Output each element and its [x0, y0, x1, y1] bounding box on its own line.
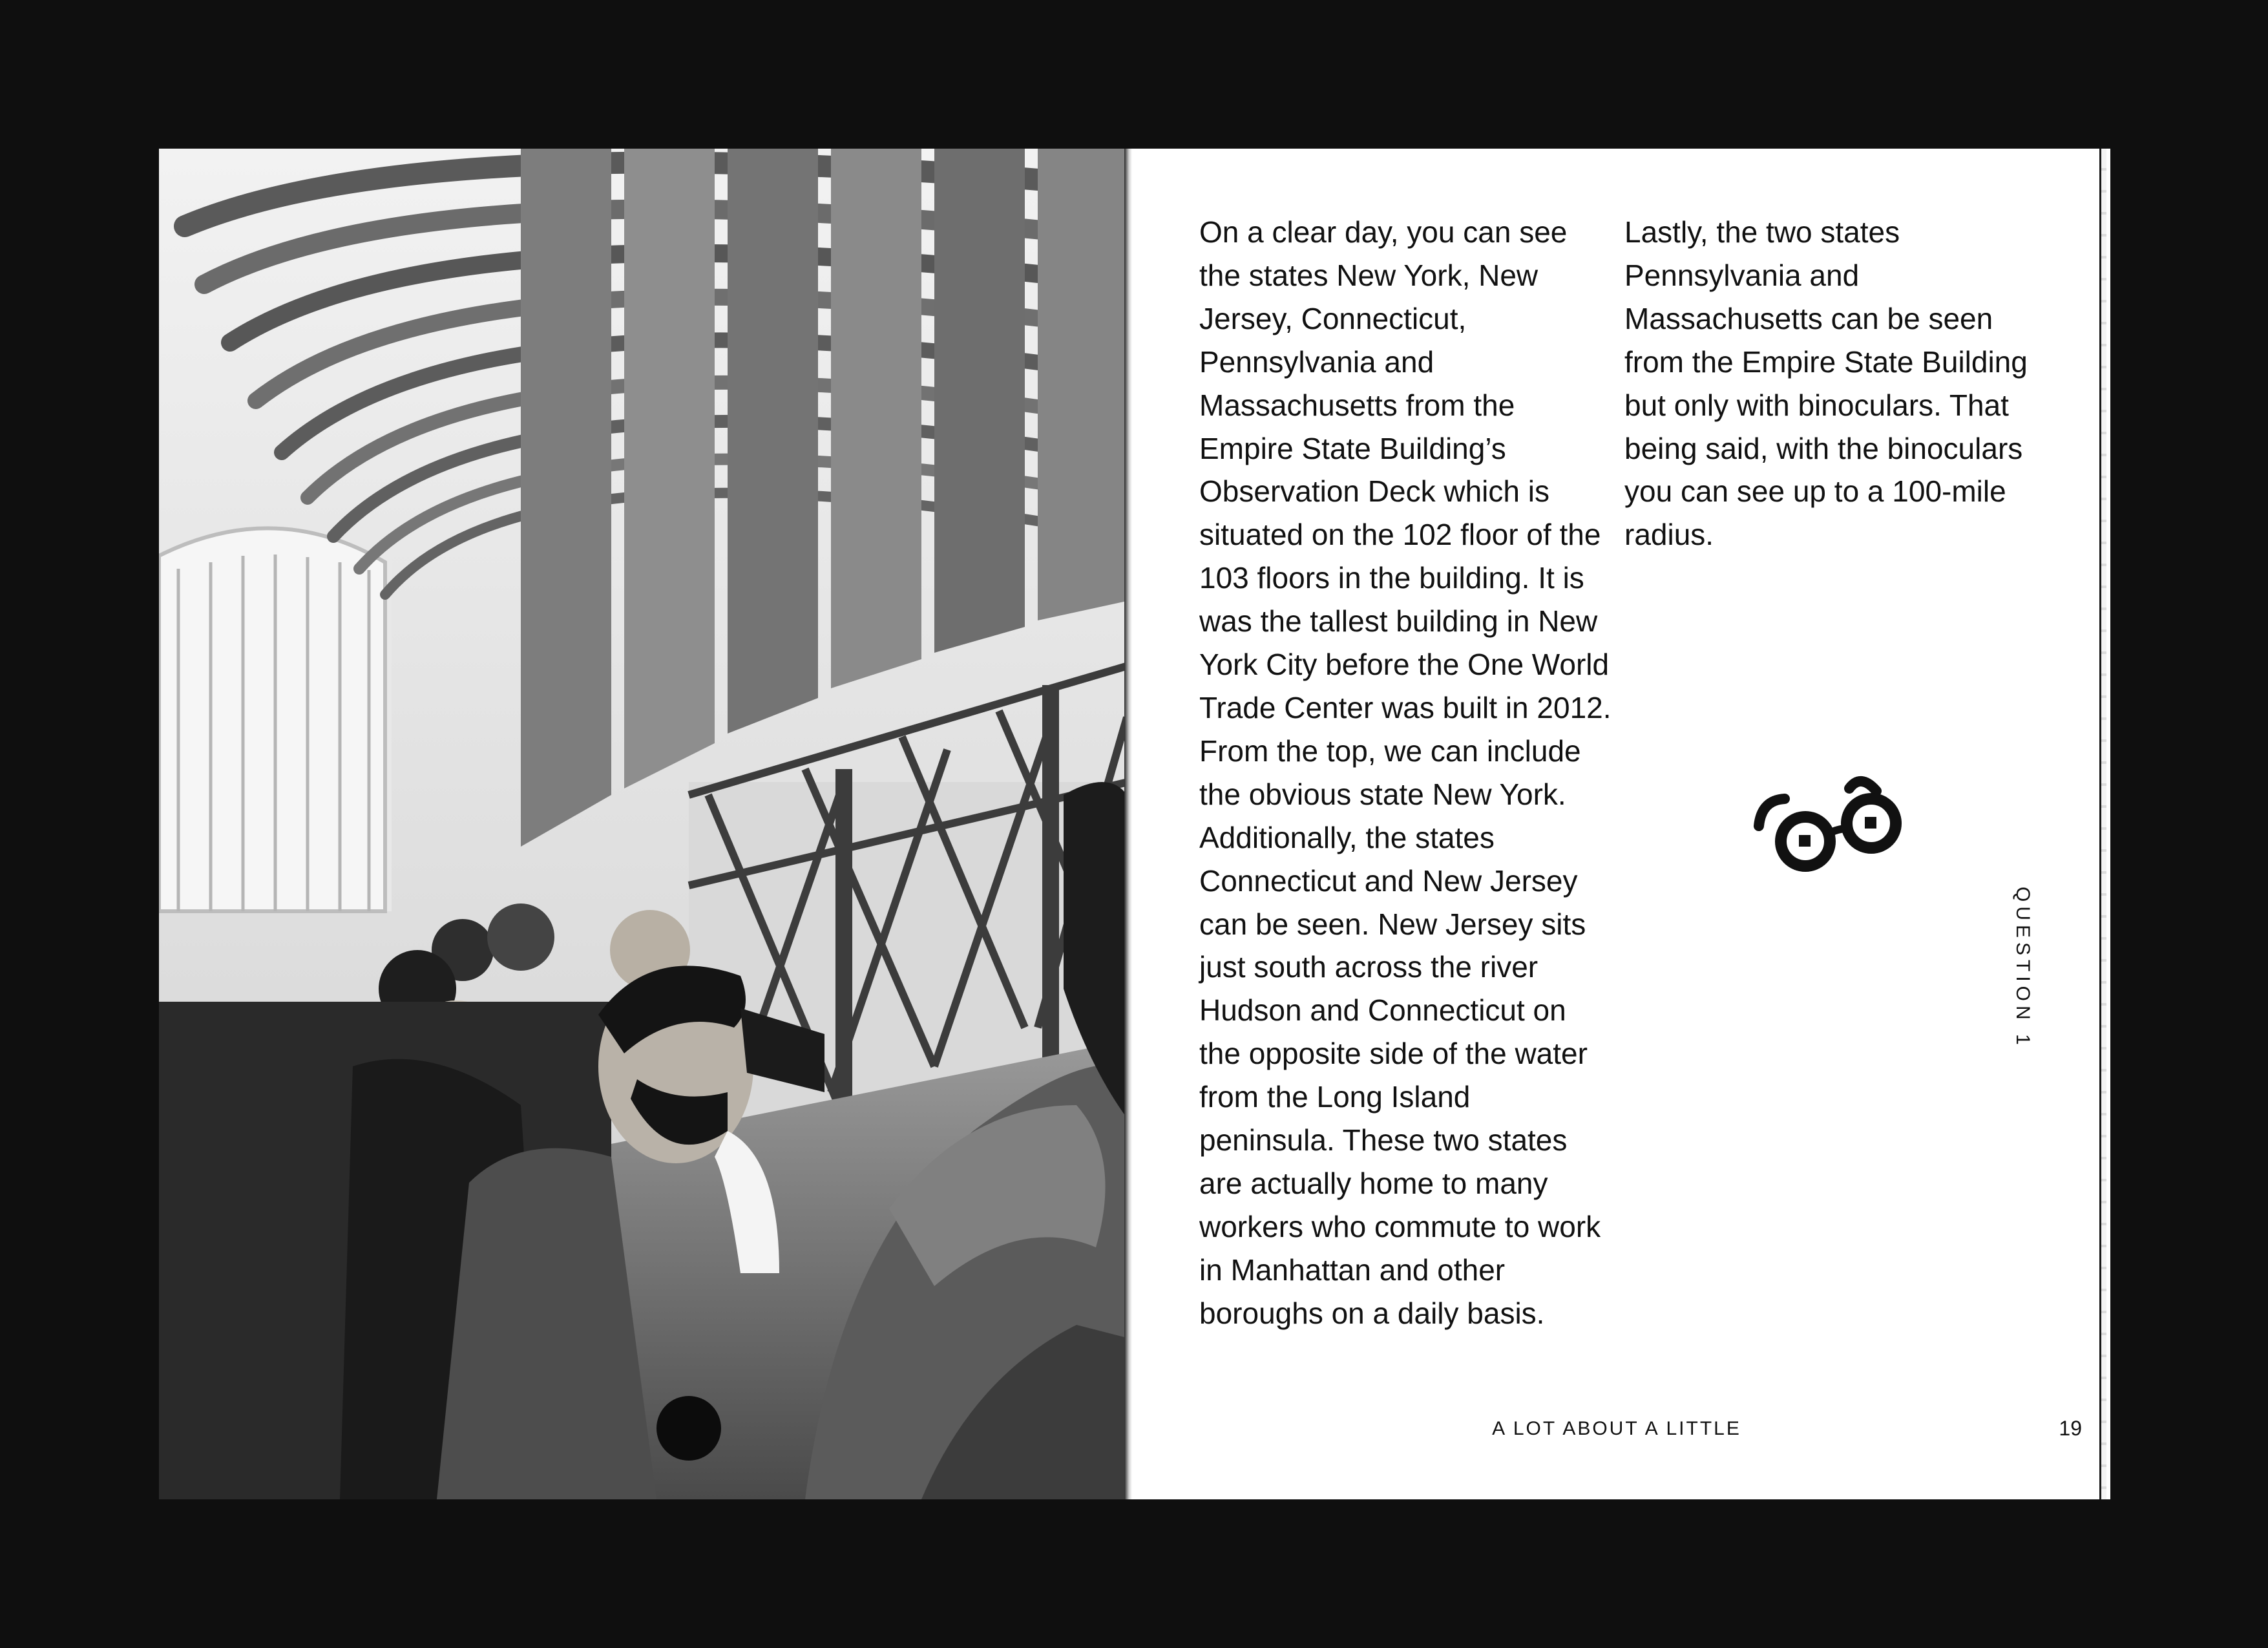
left-page-photo — [159, 149, 1127, 1499]
right-page-text — [1132, 149, 2110, 1499]
page-edge — [2099, 149, 2106, 1499]
body-text-column-1: On a clear day, you can see the states New York, New Jersey, Connecticut, Pennsylvania and Massachusetts from the Empire State Building’s Observation Deck which is situated on the 102 floor of the 103 floors in the building. It is was the tallest building in New York City before the One World Trade Center was built in 2012. From the top, we can include the obvious state New York. Additionally, the states Connecticut and New Jersey can be seen. New Jersey sits just south across the river Hudson and Connecticut on the opposite side of the water from the Long Island peninsula. These two states are actually home to many workers who commute to work in Manhattan and other boroughs on a daily basis. — [1199, 215, 1612, 1330]
glasses-icon — [1747, 769, 1909, 879]
distant-arches — [159, 528, 392, 911]
section-label: QUESTION 1 — [2012, 887, 2033, 1050]
page-number: 19 — [2059, 1417, 2082, 1440]
observation-deck-photo — [159, 149, 1127, 1499]
book-spread — [159, 149, 2110, 1499]
running-title: A LOT ABOUT A LITTLE — [1492, 1418, 1741, 1439]
body-text-column-2: Lastly, the two states Pennsylvania and Massachusetts can be seen from the Empire State Building but only with binoculars. That being said, with the binoculars you can see up to a 100-mile radius. — [1624, 215, 2028, 552]
book-gutter — [1124, 149, 1132, 1499]
